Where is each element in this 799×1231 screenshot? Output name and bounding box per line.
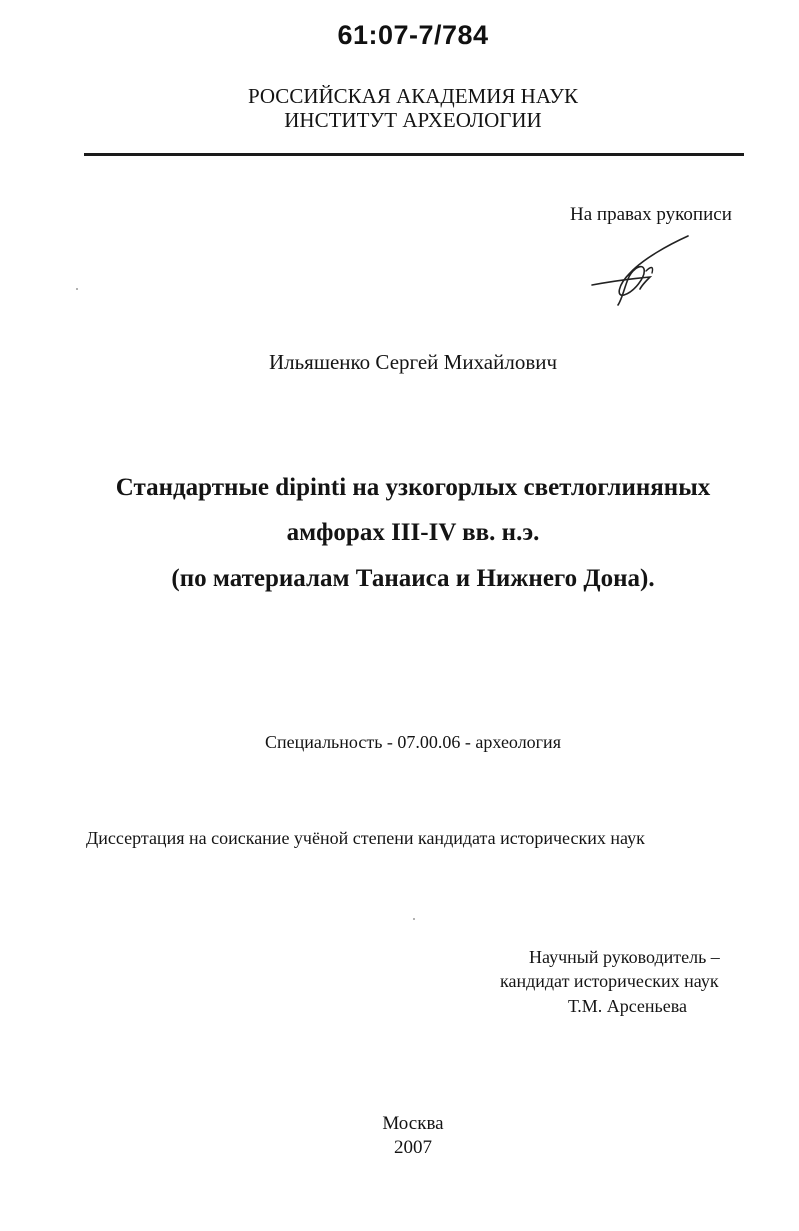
title-line-1: Стандартные dipinti на узкогорлых светлоглиняных bbox=[115, 474, 711, 501]
author-name: Ильяшенко Сергей Михайлович bbox=[268, 350, 558, 374]
year: 2007 bbox=[394, 1137, 432, 1158]
scan-speck bbox=[76, 288, 78, 290]
supervisor-degree: кандидат исторических наук bbox=[500, 971, 719, 991]
dissertation-statement: Диссертация на соискание учёной степени кандидата исторических наук bbox=[86, 828, 645, 848]
header-divider bbox=[84, 153, 744, 156]
supervisor-name: Т.М. Арсеньева bbox=[568, 996, 687, 1016]
title-line-2: амфорах III-IV вв. н.э. bbox=[286, 519, 540, 546]
scan-speck bbox=[413, 918, 415, 920]
organization-line-1: РОССИЙСКАЯ АКАДЕМИЯ НАУК bbox=[247, 84, 579, 108]
catalog-number: 61:07-7/784 bbox=[337, 20, 489, 50]
organization-line-2: ИНСТИТУТ АРХЕОЛОГИИ bbox=[284, 108, 542, 132]
manuscript-note: На правах рукописи bbox=[570, 204, 732, 225]
city: Москва bbox=[382, 1113, 444, 1134]
signature-icon bbox=[588, 233, 694, 307]
title-line-3: (по материалам Танаиса и Нижнего Дона). bbox=[171, 565, 655, 592]
supervisor-role: Научный руководитель – bbox=[529, 947, 720, 967]
specialty: Специальность - 07.00.06 - археология bbox=[265, 732, 561, 752]
